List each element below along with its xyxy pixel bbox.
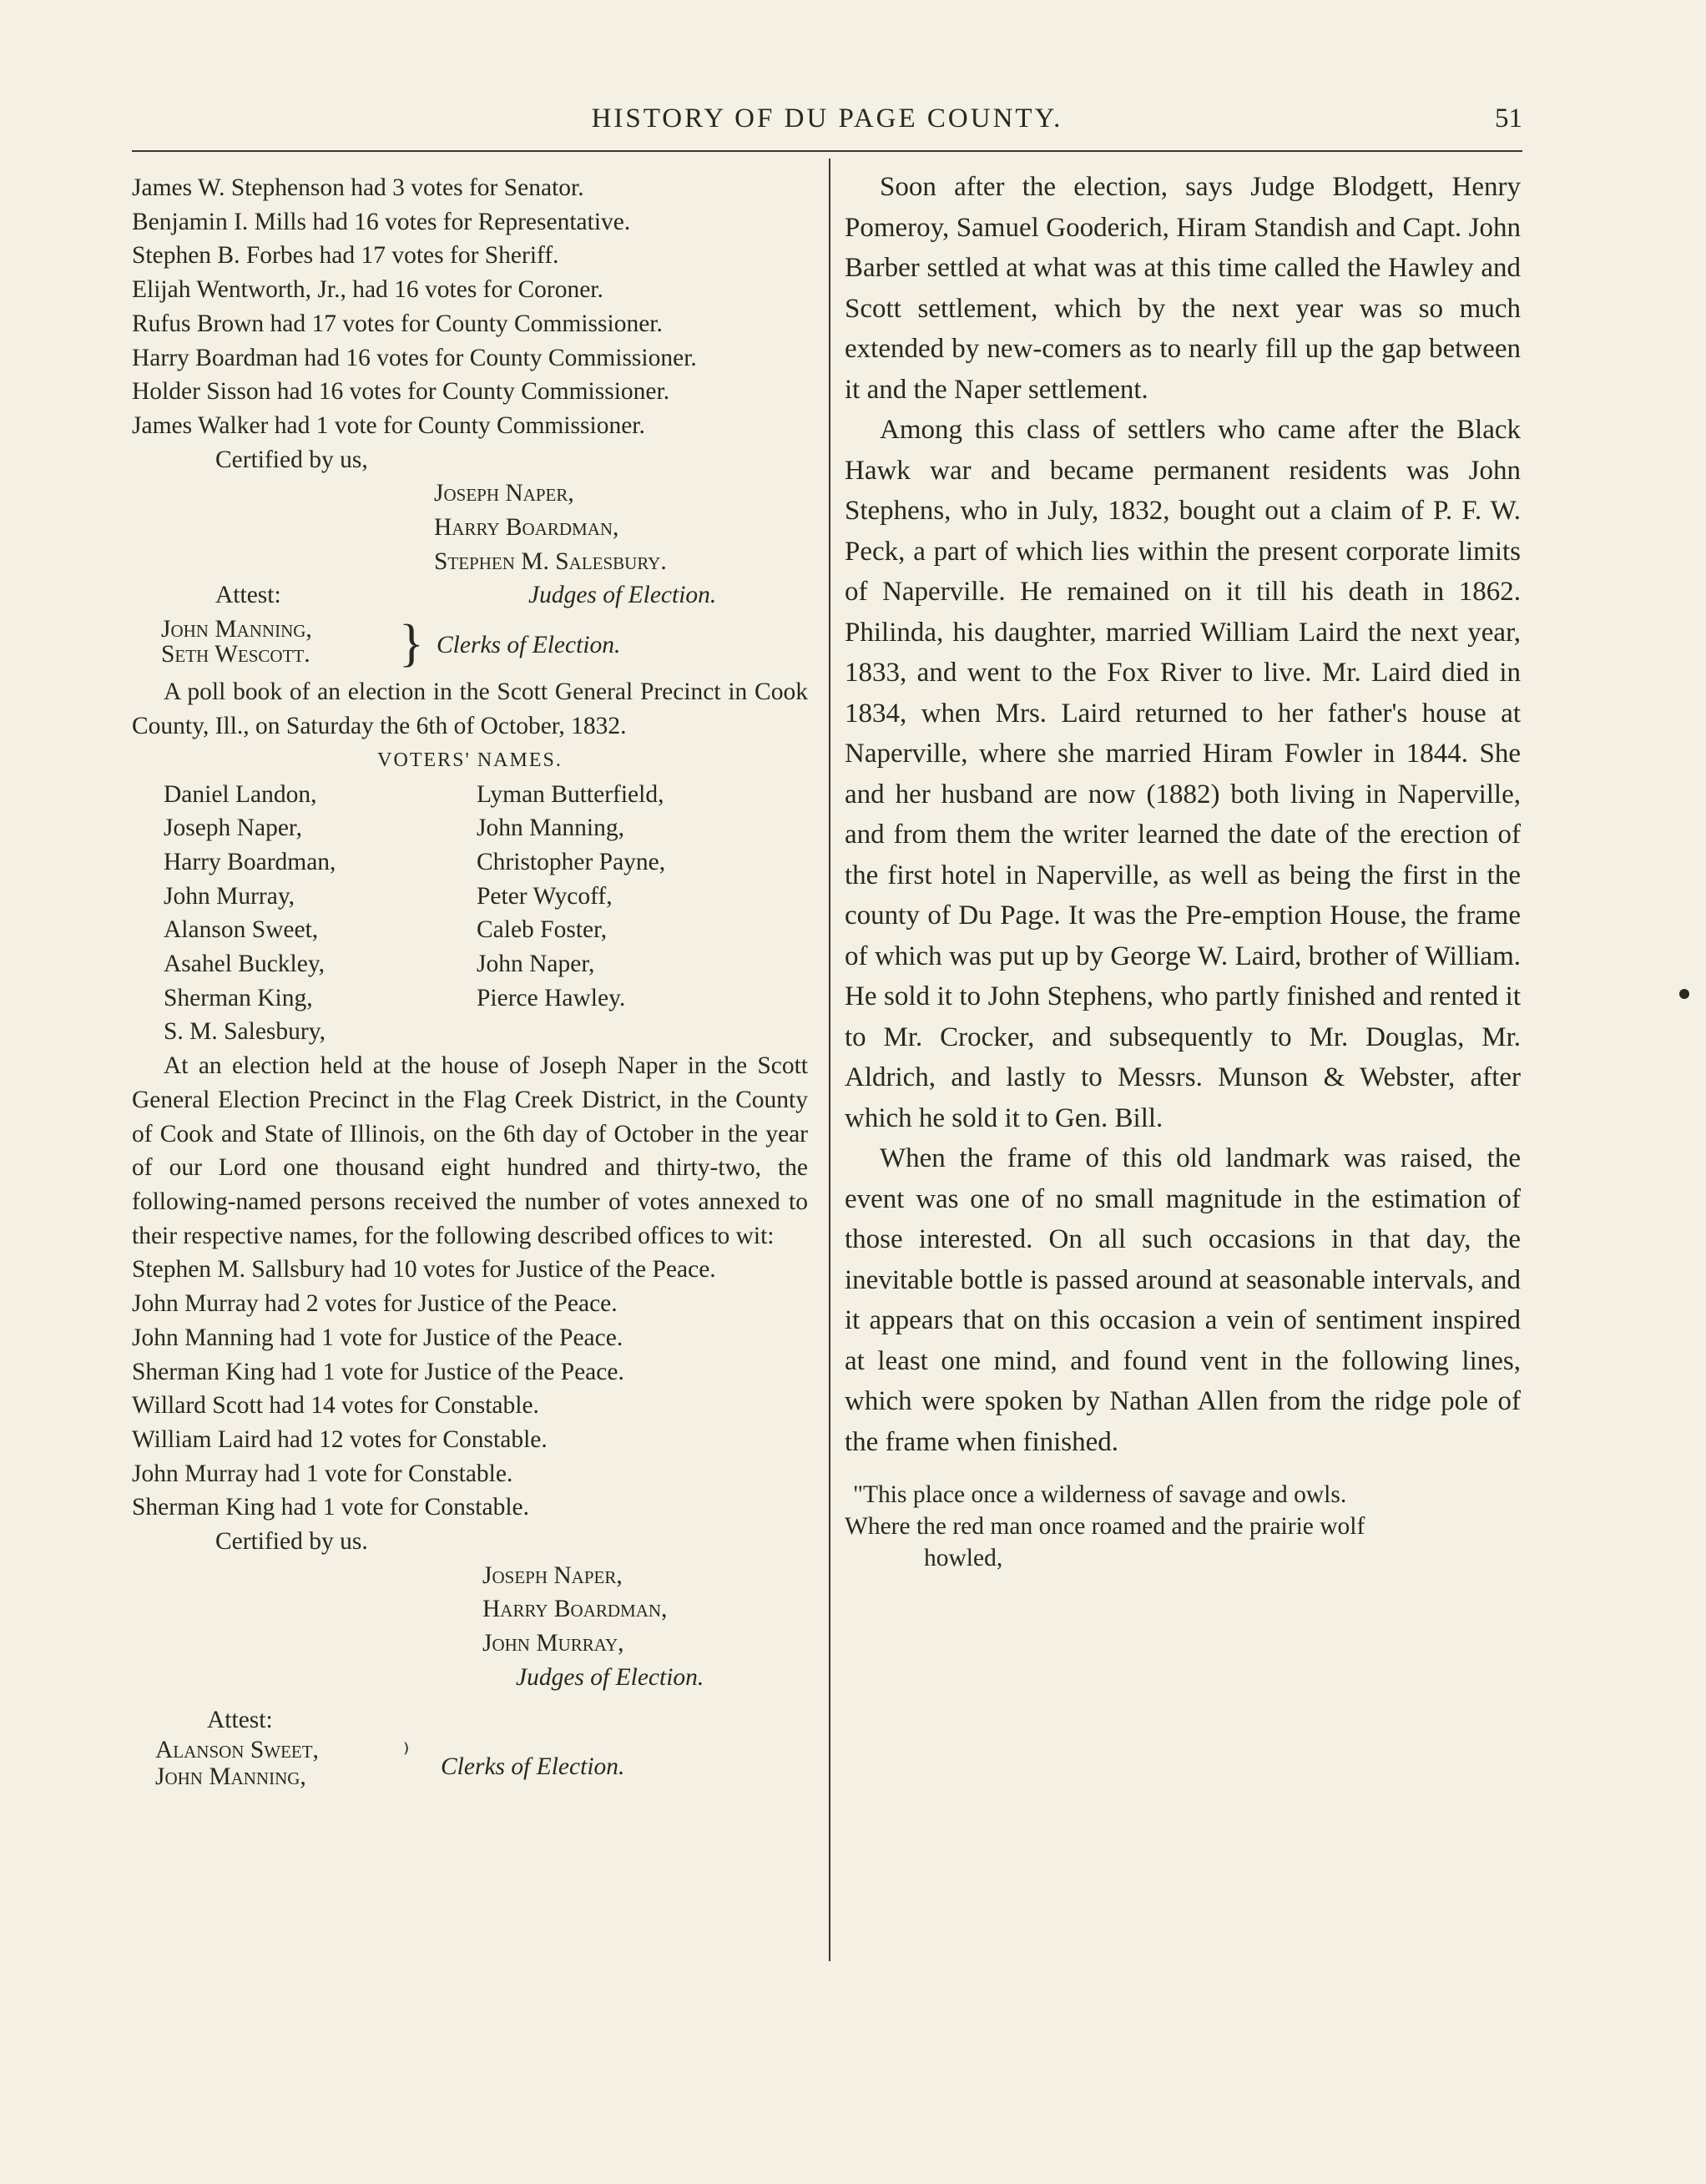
- voter-name: Daniel Landon,: [164, 780, 317, 808]
- voter-name: Joseph Naper,: [164, 815, 302, 842]
- clerk-name: John Manning,: [155, 1763, 306, 1791]
- judge-name: Harry Boardman,: [434, 514, 619, 542]
- clerks-of-election-label: Clerks of Election.: [441, 1753, 625, 1781]
- voter-name: Christopher Payne,: [477, 848, 666, 875]
- vote-line: Stephen B. Forbes had 17 votes for Sheriff.: [132, 242, 559, 270]
- paragraph: When the frame of this old landmark was raised, the event was one of no small magnitude in the estimation of those interested. On all such occasions in that day, the inevitable bottle is passed around at seasonable intervals, and it appears that on this occasion a vein of sentiment inspired at least one mind, and found vent in the following lines, which were spoken by Nathan Allen from the ridge pole of the frame when finished.: [845, 1143, 1521, 1457]
- vote-line: Benjamin I. Mills had 16 votes for Representative.: [132, 208, 631, 235]
- vote-line: James W. Stephenson had 3 votes for Senator.: [132, 174, 584, 201]
- brace-icon: }: [399, 615, 424, 673]
- poem-line: howled,: [924, 1545, 1003, 1571]
- vote-line: Willard Scott had 14 votes for Constable.: [132, 1392, 539, 1420]
- running-header: [132, 103, 1522, 145]
- clerk-name: Alanson Sweet,: [155, 1737, 319, 1764]
- clerk-names: [155, 1737, 319, 1790]
- vote-line: John Murray had 2 votes for Justice of the Peace.: [132, 1290, 618, 1318]
- judges-of-election-label: Judges of Election.: [528, 582, 717, 609]
- page-number: 51: [1495, 103, 1522, 134]
- vote-line: William Laird had 12 votes for Constable.: [132, 1425, 548, 1453]
- judges-of-election-label: Judges of Election.: [516, 1663, 704, 1691]
- voter-name: Caleb Foster,: [477, 916, 608, 944]
- voters-list: [132, 778, 808, 1050]
- judge-name: John Murray,: [482, 1630, 624, 1657]
- voter-name: Pierce Hawley.: [477, 984, 626, 1011]
- poem-line: Where the red man once roamed and the prairie wolf: [845, 1513, 1365, 1540]
- vote-line: James Walker had 1 vote for County Commissioner.: [132, 411, 645, 439]
- judge-name: Stephen M. Salesbury.: [434, 547, 667, 575]
- voter-name: John Murray,: [164, 882, 295, 910]
- brace-icon: ⁾: [403, 1739, 410, 1768]
- poem: [845, 1479, 1521, 1574]
- page-title: HISTORY OF DU PAGE COUNTY.: [591, 103, 1063, 134]
- votes-list-1: [132, 171, 808, 443]
- header-rule: [132, 150, 1522, 152]
- voter-name: Harry Boardman,: [164, 848, 336, 875]
- clerks-block: [132, 617, 808, 675]
- judge-name: Joseph Naper,: [482, 1561, 623, 1589]
- clerk-name: John Manning,: [161, 616, 312, 643]
- voter-name: Alanson Sweet,: [164, 916, 319, 944]
- attest-label: Attest:: [215, 582, 281, 609]
- clerk-names: [161, 617, 312, 667]
- paragraph: Among this class of settlers who came after the Black Hawk war and became permanent residents was John Stephens, who in July, 1832, bought out a claim of P. F. W. Peck, a part of which lies within the present corporate limits of Naperville. He remained on it till his death in 1862. Philinda, his daughter, married William Laird the next year, 1833, and went to the Fox River to live. Mr. Laird died in 1834, when Mrs. Laird returned to her father's house at Naperville, where she married Hiram Fowler in 1844. She and her husband are now (1882) both living in Naperville, and from them the writer learned the date of the erection of the first hotel in Naperville, as well as being the first in the county of Du Page. It was the Pre-emption House, the frame of which was put up by George W. Laird, brother of William. He sold it to John Stephens, who partly finished and rented it to Mr. Crocker, and subsequently to Mr. Douglas, Mr. Aldrich, and lastly to Messrs. Munson & Webster, after which he sold it to Gen. Bill.: [845, 415, 1521, 1133]
- left-column: [132, 171, 808, 1795]
- judge-name: Harry Boardman,: [482, 1596, 668, 1623]
- right-column: [845, 167, 1521, 1574]
- voter-name: Sherman King,: [164, 984, 313, 1011]
- column-divider: [829, 159, 830, 1961]
- clerk-name: Seth Wescott.: [161, 641, 310, 668]
- vote-line: Elijah Wentworth, Jr., had 16 votes for Coroner.: [132, 276, 603, 304]
- vote-line: Stephen M. Sallsbury had 10 votes for Justice of the Peace.: [132, 1256, 716, 1284]
- attest-row: [132, 578, 808, 612]
- voter-name: S. M. Salesbury,: [164, 1018, 326, 1046]
- vote-line: Harry Boardman had 16 votes for County Commissioner.: [132, 344, 697, 371]
- judge-name: Joseph Naper,: [434, 480, 574, 507]
- poem-line: "This place once a wilderness of savage and owls.: [853, 1481, 1347, 1508]
- certified-line: Certified by us,: [215, 446, 368, 473]
- votes-list-2: [132, 1253, 808, 1525]
- clerks-of-election-label: Clerks of Election.: [437, 632, 621, 659]
- voter-name: John Naper,: [477, 951, 595, 978]
- vote-line: Holder Sisson had 16 votes for County Commissioner.: [132, 378, 670, 406]
- vote-line: Sherman King had 1 vote for Justice of the Peace.: [132, 1358, 624, 1385]
- paragraph: Soon after the election, says Judge Blodgett, Henry Pomeroy, Samuel Gooderich, Hiram Standish and Capt. John Barber settled at what was at this time called the Hawley and Scott settlement, which by the next year was so much extended by new-comers as to nearly fill up the gap between it and the Naper settlement.: [845, 172, 1521, 405]
- certified-line: Certified by us.: [215, 1528, 368, 1556]
- voters-heading: VOTERS' NAMES.: [377, 749, 563, 771]
- voter-name: Asahel Buckley,: [164, 951, 326, 978]
- attest-label: Attest:: [207, 1706, 273, 1733]
- voter-name: Peter Wycoff,: [477, 882, 613, 910]
- voter-name: [477, 1015, 810, 1049]
- clerks-block: [132, 1737, 808, 1795]
- vote-line: Sherman King had 1 vote for Constable.: [132, 1494, 530, 1521]
- voter-name: Lyman Butterfield,: [477, 780, 664, 808]
- vote-line: John Murray had 1 vote for Constable.: [132, 1460, 513, 1487]
- ink-dot: [1679, 989, 1689, 999]
- vote-line: John Manning had 1 vote for Justice of the Peace.: [132, 1324, 623, 1351]
- poll-paragraph: A poll book of an election in the Scott General Precinct in Cook County, Ill., on Saturday the 6th of October, 1832.: [132, 678, 808, 740]
- vote-line: Rufus Brown had 17 votes for County Commissioner.: [132, 310, 663, 337]
- election-paragraph: At an election held at the house of Joseph Naper in the Scott General Election Precinct in the Flag Creek District, in the County of Cook and State of Illinois, on the 6th day of October in the year of our Lord one thousand eight hundred and thirty-two, the following-named persons received the number of votes annexed to their respective names, for the following described offices to wit:: [132, 1052, 808, 1249]
- voter-name: John Manning,: [477, 815, 624, 842]
